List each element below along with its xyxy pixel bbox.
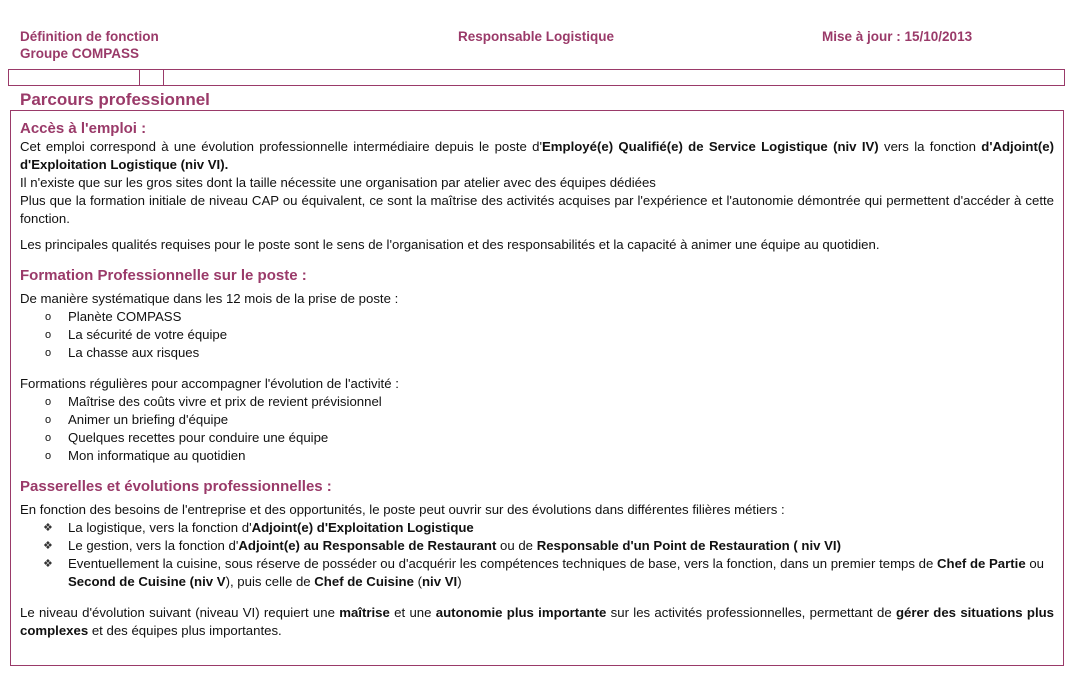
passerelles-heading: Passerelles et évolutions professionnelles : xyxy=(20,478,332,495)
formation-list-1 xyxy=(20,308,1054,362)
list-item: o Maîtrise des coûts vivre et prix de revient prévisionnel xyxy=(68,393,1054,411)
acces-paragraph-3: Plus que la formation initiale de niveau CAP ou équivalent, ce sont la maîtrise des activités acquises par l'expérience et l'autonomie démontrée qui permettent d'accéder à cette fonction. xyxy=(20,193,1054,226)
bold-text: Adjoint(e) au Responsable de Restaurant xyxy=(238,538,497,553)
bold-text: maîtrise xyxy=(339,605,390,620)
text: ( xyxy=(413,574,422,589)
acces-paragraph-2: Il n'existe que sur les gros sites dont la taille nécessite une organisation par atelier avec des équipes dédiées xyxy=(20,175,656,190)
passerelles-conclusion xyxy=(20,604,1054,640)
acces-heading: Accès à l'emploi : xyxy=(20,120,147,137)
bold-text: Responsable d'un Point de Restauration ( niv VI) xyxy=(536,538,841,553)
acces-paragraph-1 xyxy=(20,138,1054,174)
list-item: o La chasse aux risques xyxy=(68,344,1054,362)
bold-text: Chef de Cuisine xyxy=(314,574,414,589)
bold-text: gérer des situations plus complexes xyxy=(20,605,1055,638)
text: vers la fonction xyxy=(878,139,982,154)
bold-text: niv VI xyxy=(422,574,458,589)
text: Le niveau d'évolution suivant (niveau VI) requiert une xyxy=(20,605,340,620)
header-rule-table xyxy=(8,69,1065,86)
acces-paragraph-4: Les principales qualités requises pour le poste sont le sens de l'organisation et des responsabilités et la capacité à animer une équipe au quotidien. xyxy=(20,237,880,252)
bold-text: Adjoint(e) d'Exploitation Logistique xyxy=(251,520,474,535)
bold-text: Employé(e) Qualifié(e) de Service Logistique (niv IV) xyxy=(542,139,879,154)
header-group: Groupe COMPASS xyxy=(20,46,140,61)
bold-text: d'Adjoint(e) d'Exploitation Logistique (niv VI). xyxy=(20,139,1054,172)
list-item xyxy=(68,537,1054,555)
header-update-date: Mise à jour : 15/10/2013 xyxy=(822,29,973,44)
text: ou xyxy=(1025,556,1045,571)
section-title: Parcours professionnel xyxy=(20,90,210,109)
text: Cet emploi correspond à une évolution professionnelle intermédiaire depuis le poste d' xyxy=(20,139,542,154)
formation-intro-1: De manière systématique dans les 12 mois de la prise de poste : xyxy=(20,291,399,306)
text: et des équipes plus importantes. xyxy=(88,623,282,638)
header-doc-type: Définition de fonction xyxy=(20,29,159,44)
list-item xyxy=(68,555,1054,591)
formation-heading: Formation Professionnelle sur le poste : xyxy=(20,267,307,284)
text: La logistique, vers la fonction d' xyxy=(68,520,252,535)
formation-list-2 xyxy=(20,393,1054,465)
text: ) xyxy=(457,574,462,589)
bold-text: Chef de Partie xyxy=(936,556,1026,571)
bold-text: autonomie plus importante xyxy=(435,605,607,620)
text: ) xyxy=(225,574,230,589)
list-item: o Planète COMPASS xyxy=(68,308,1054,326)
list-item: o La sécurité de votre équipe xyxy=(68,326,1054,344)
list-item: o Quelques recettes pour conduire une équipe xyxy=(68,429,1054,447)
text: ou de xyxy=(496,538,537,553)
text: sur les activités professionnelles, permettant de xyxy=(606,605,896,620)
text: Le gestion, vers la fonction d' xyxy=(68,538,239,553)
list-item: o Animer un briefing d'équipe xyxy=(68,411,1054,429)
list-item xyxy=(68,519,1054,537)
list-item: o Mon informatique au quotidien xyxy=(68,447,1054,465)
text: , puis celle de xyxy=(229,574,315,589)
header-job-title: Responsable Logistique xyxy=(458,29,615,44)
bold-text: Second de Cuisine (niv V xyxy=(68,574,226,589)
formation-intro-2: Formations régulières pour accompagner l'évolution de l'activité : xyxy=(20,376,399,391)
text: Eventuellement la cuisine, sous réserve de posséder ou d'acquérir les compétences techniques de base, vers la fonction, dans un premier temps de xyxy=(68,556,937,571)
passerelles-intro: En fonction des besoins de l'entreprise et des opportunités, le poste peut ouvrir sur des évolutions dans différentes filières métiers : xyxy=(20,502,785,517)
content-box xyxy=(10,110,1064,666)
passerelles-list xyxy=(20,519,1054,591)
text: et une xyxy=(389,605,436,620)
